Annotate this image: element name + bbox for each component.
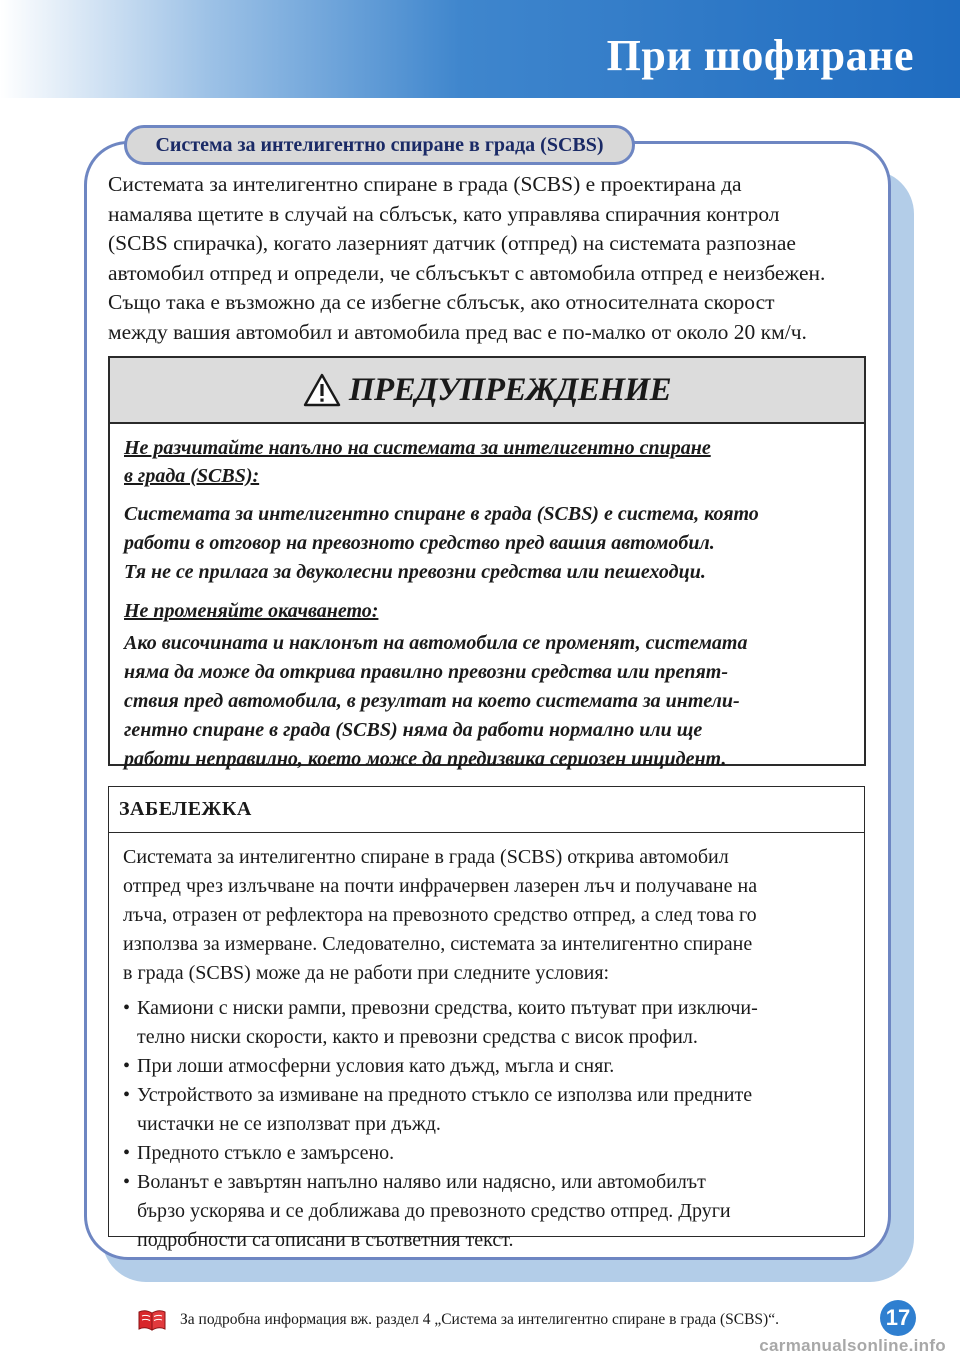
footer-reference: [138, 1309, 779, 1331]
warning-item-text: Системата за интелигентно спиране в града (SCBS) е система, която работи в отговор на превозното средство пред вашия автомобил. Тя не се прилага за двуколесни превозни средства или пешеходци.: [124, 503, 759, 583]
warning-item-heading: Не променяйте окачването:: [124, 600, 379, 622]
note-paragraph: Системата за интелигентно спиране в града (SCBS) открива автомобил отпред чрез излъчване на почти инфрачервен лазерен лъч и получаване на лъча, отразен от рефлектора на превозното средство отпред, а след това го използва за измерване. Следователно, системата за интелигентно спиране в града (SCBS) може да не работи при следните условия:: [123, 846, 758, 984]
list-item: • При лоши атмосферни условия като дъжд, мъгла и сняг.: [123, 1052, 850, 1081]
warning-item-heading: Не разчитайте напълно на системата за интелигентно спиране в града (SCBS):: [124, 437, 711, 487]
list-item: • Предното стъкло е замърсено.: [123, 1139, 850, 1168]
warning-body: [110, 424, 864, 774]
section-tab: [124, 125, 635, 165]
footer-text: За подробна информация вж. раздел 4 „Система за интелигентно спиране в града (SCBS)“.: [180, 1311, 779, 1328]
note-bullet-list: [123, 994, 850, 1255]
section-tab-label: Система за интелигентно спиране в града (SCBS): [155, 133, 604, 156]
note-box: [108, 786, 865, 1251]
note-title: ЗАБЕЛЕЖКА: [119, 798, 252, 820]
page-number: 17: [880, 1300, 916, 1336]
note-body: [109, 833, 864, 1255]
warning-item-text: Ако височината и наклонът на автомобила се променят, системата няма да може да открива правилно превозни средства или препят- ствия пред автомобила, в резултат на което системата за интели- гентно спиране в града (SCBS) няма да работи нормално или ще работи неправилно, което може да предизвика сериозен инцидент.: [124, 632, 748, 770]
list-item: • Устройството за измиване на предното стъкло се използва или предните чистачки не се използват при дъжд.: [123, 1081, 850, 1139]
watermark: carmanualsonline.info: [759, 1336, 946, 1355]
book-icon: [138, 1309, 166, 1331]
intro-paragraph: Системата за интелигентно спиране в града (SCBS) е проектирана да намалява щетите в случай на сблъсък, като управлява спирачния контрол (SCBS спирачка), когато лазерният датчик (отпред) на системата разпознае автомобил отпред и определи, че сблъсъкът с автомобила отпред е неизбежен. Също така е възможно да се избегне сблъсък, ако относителната скорост между вашия автомобил и автомобила пред вас е по-малко от около 20 км/ч.: [108, 172, 826, 344]
warning-title: ПРЕДУПРЕЖДЕНИЕ: [348, 371, 672, 408]
page-title: При шофиране: [606, 31, 914, 80]
list-item: • Воланът е завъртян напълно наляво или надясно, или автомобилът бързо ускорява и се доближава до превозното средство отпред. Други подробности са описани в съответния текст.: [123, 1168, 850, 1255]
note-header: [109, 787, 864, 833]
warning-header: [110, 358, 864, 424]
warning-box: [108, 356, 866, 770]
list-item: • Камиони с ниски рампи, превозни средства, които пътуват при изключи- телно ниски скорости, както и превозни средства с висок профил.: [123, 994, 850, 1052]
warning-triangle-icon: [303, 373, 341, 407]
